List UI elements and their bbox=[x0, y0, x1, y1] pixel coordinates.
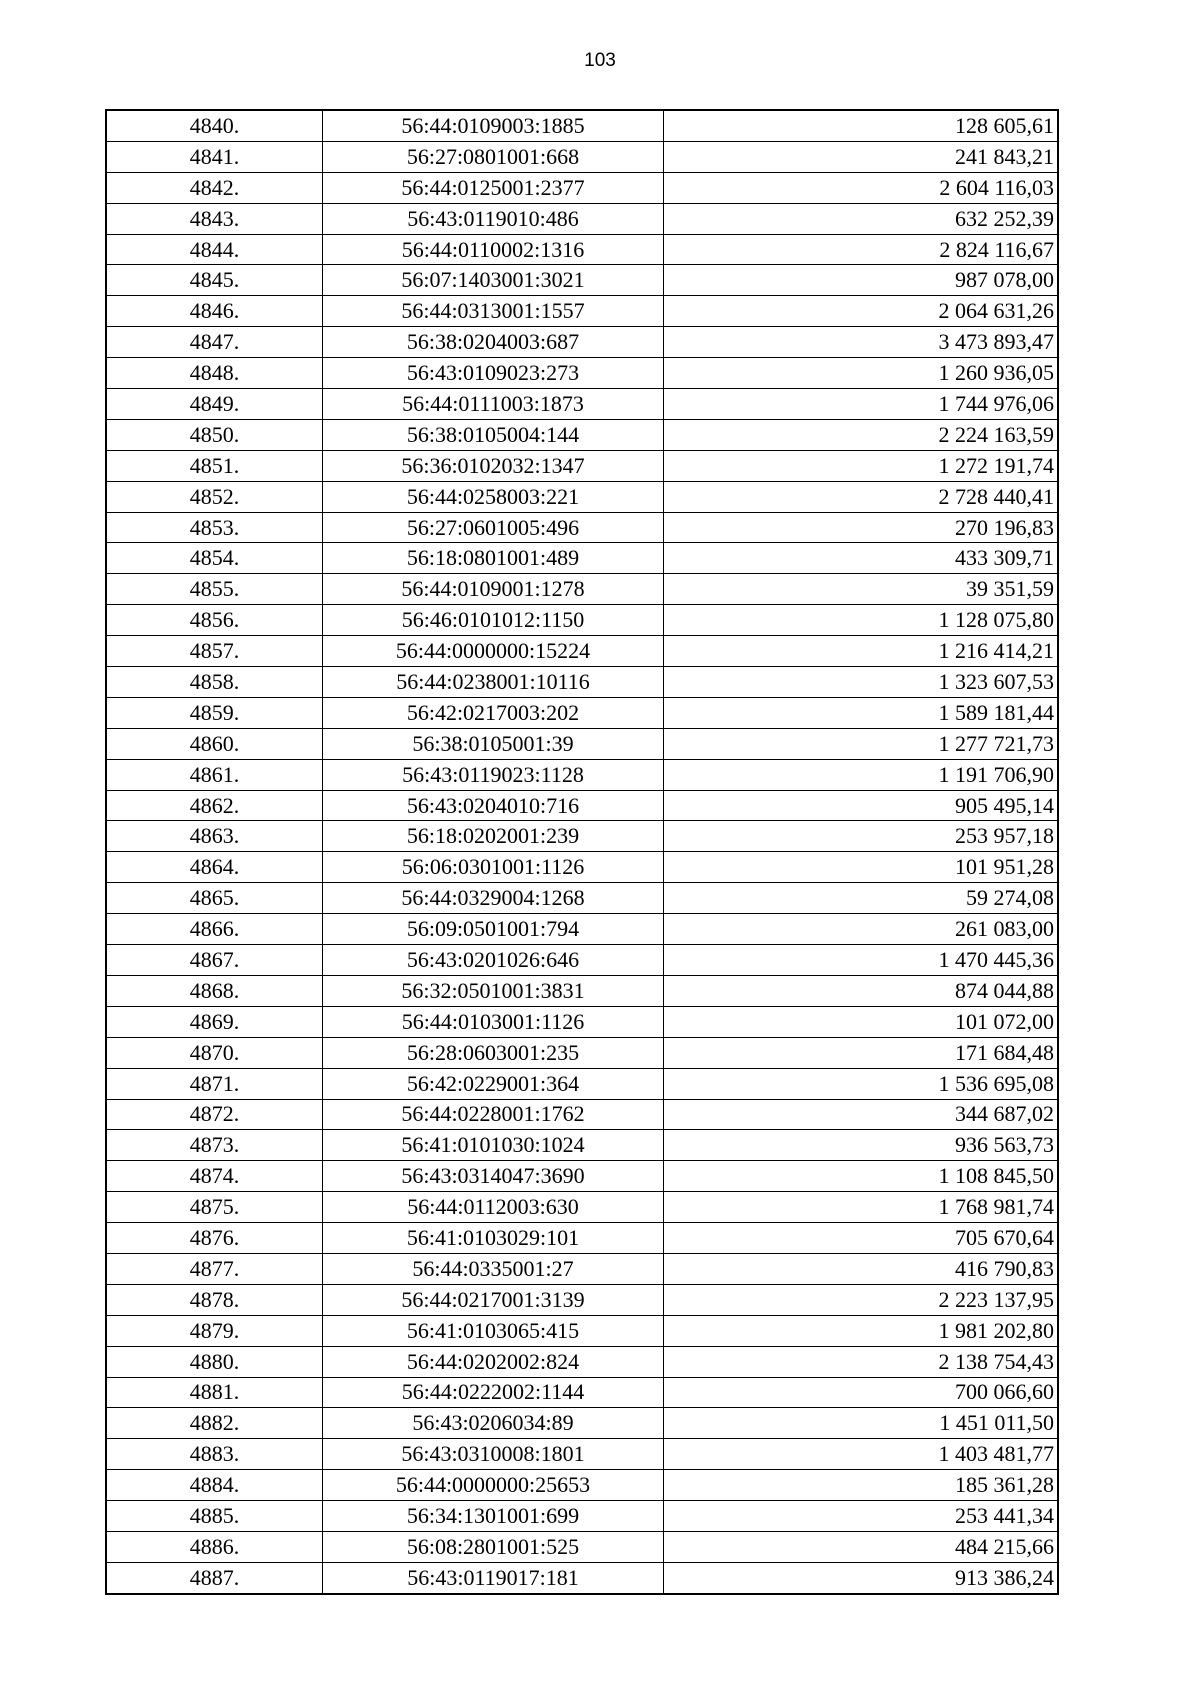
cadastral-value-cell: 1 216 414,21 bbox=[664, 636, 1059, 667]
row-number-cell: 4850. bbox=[106, 419, 323, 450]
table-row bbox=[106, 1161, 1058, 1192]
cadastral-value-cell: 632 252,39 bbox=[664, 203, 1059, 234]
row-number-cell: 4866. bbox=[106, 914, 323, 945]
row-number-cell: 4841. bbox=[106, 141, 323, 172]
table-row bbox=[106, 419, 1058, 450]
row-number-cell: 4843. bbox=[106, 203, 323, 234]
row-number-cell: 4860. bbox=[106, 728, 323, 759]
cadastral-number-cell: 56:43:0314047:3690 bbox=[323, 1161, 664, 1192]
row-number-cell: 4865. bbox=[106, 883, 323, 914]
row-number-cell: 4847. bbox=[106, 327, 323, 358]
cadastral-value-cell: 1 191 706,90 bbox=[664, 759, 1059, 790]
cadastral-value-cell: 253 957,18 bbox=[664, 821, 1059, 852]
cadastral-number-cell: 56:27:0601005:496 bbox=[323, 512, 664, 543]
table-row bbox=[106, 1501, 1058, 1532]
row-number-cell: 4859. bbox=[106, 697, 323, 728]
table-row bbox=[106, 1223, 1058, 1254]
table-row bbox=[106, 975, 1058, 1006]
table-row bbox=[106, 574, 1058, 605]
cadastral-value-cell: 1 277 721,73 bbox=[664, 728, 1059, 759]
cadastral-number-cell: 56:06:0301001:1126 bbox=[323, 852, 664, 883]
cadastral-value-cell: 1 323 607,53 bbox=[664, 667, 1059, 698]
cadastral-value-cell: 2 223 137,95 bbox=[664, 1284, 1059, 1315]
cadastral-number-cell: 56:44:0222002:1144 bbox=[323, 1377, 664, 1408]
cadastral-number-cell: 56:43:0119017:181 bbox=[323, 1562, 664, 1593]
table-row bbox=[106, 1470, 1058, 1501]
table-row bbox=[106, 1068, 1058, 1099]
cadastral-number-cell: 56:07:1403001:3021 bbox=[323, 265, 664, 296]
table-row bbox=[106, 636, 1058, 667]
cadastral-value-cell: 3 473 893,47 bbox=[664, 327, 1059, 358]
cadastral-number-cell: 56:44:0109001:1278 bbox=[323, 574, 664, 605]
cadastral-value-cell: 59 274,08 bbox=[664, 883, 1059, 914]
table-row bbox=[106, 945, 1058, 976]
row-number-cell: 4862. bbox=[106, 790, 323, 821]
table-row bbox=[106, 234, 1058, 265]
cadastral-number-cell: 56:41:0103065:415 bbox=[323, 1315, 664, 1346]
cadastral-number-cell: 56:43:0206034:89 bbox=[323, 1408, 664, 1439]
cadastral-value-cell: 2 604 116,03 bbox=[664, 172, 1059, 203]
cadastral-value-cell: 705 670,64 bbox=[664, 1223, 1059, 1254]
table-row bbox=[106, 1006, 1058, 1037]
table-row bbox=[106, 327, 1058, 358]
row-number-cell: 4844. bbox=[106, 234, 323, 265]
cadastral-value-cell: 1 108 845,50 bbox=[664, 1161, 1059, 1192]
table-row bbox=[106, 605, 1058, 636]
cadastral-value-cell: 1 403 481,77 bbox=[664, 1439, 1059, 1470]
cadastral-number-cell: 56:08:2801001:525 bbox=[323, 1531, 664, 1562]
cadastral-value-cell: 874 044,88 bbox=[664, 975, 1059, 1006]
row-number-cell: 4848. bbox=[106, 358, 323, 389]
table-row bbox=[106, 543, 1058, 574]
cadastral-value-cell: 344 687,02 bbox=[664, 1099, 1059, 1130]
table-row bbox=[106, 1192, 1058, 1223]
row-number-cell: 4885. bbox=[106, 1501, 323, 1532]
row-number-cell: 4884. bbox=[106, 1470, 323, 1501]
table-row bbox=[106, 1408, 1058, 1439]
cadastral-number-cell: 56:44:0103001:1126 bbox=[323, 1006, 664, 1037]
cadastral-number-cell: 56:44:0238001:10116 bbox=[323, 667, 664, 698]
row-number-cell: 4880. bbox=[106, 1346, 323, 1377]
cadastral-value-cell: 171 684,48 bbox=[664, 1037, 1059, 1068]
cadastral-value-cell: 1 451 011,50 bbox=[664, 1408, 1059, 1439]
table-row bbox=[106, 759, 1058, 790]
cadastral-number-cell: 56:28:0603001:235 bbox=[323, 1037, 664, 1068]
row-number-cell: 4853. bbox=[106, 512, 323, 543]
cadastral-number-cell: 56:42:0217003:202 bbox=[323, 697, 664, 728]
cadastral-value-cell: 433 309,71 bbox=[664, 543, 1059, 574]
cadastral-number-cell: 56:44:0313001:1557 bbox=[323, 296, 664, 327]
table-row bbox=[106, 110, 1058, 141]
table-row bbox=[106, 1439, 1058, 1470]
table-row bbox=[106, 914, 1058, 945]
table-row bbox=[106, 697, 1058, 728]
cadastral-value-cell: 1 128 075,80 bbox=[664, 605, 1059, 636]
page-number: 103 bbox=[584, 50, 616, 71]
row-number-cell: 4874. bbox=[106, 1161, 323, 1192]
cadastral-value-cell: 2 728 440,41 bbox=[664, 481, 1059, 512]
cadastral-value-cell: 987 078,00 bbox=[664, 265, 1059, 296]
cadastral-number-cell: 56:36:0102032:1347 bbox=[323, 450, 664, 481]
cadastral-value-cell: 128 605,61 bbox=[664, 110, 1059, 141]
row-number-cell: 4846. bbox=[106, 296, 323, 327]
cadastral-value-cell: 253 441,34 bbox=[664, 1501, 1059, 1532]
cadastral-value-cell: 1 981 202,80 bbox=[664, 1315, 1059, 1346]
table-row bbox=[106, 1130, 1058, 1161]
cadastral-value-table bbox=[105, 109, 1059, 1595]
table-row bbox=[106, 1531, 1058, 1562]
cadastral-value-cell: 2 064 631,26 bbox=[664, 296, 1059, 327]
table-row bbox=[106, 358, 1058, 389]
row-number-cell: 4867. bbox=[106, 945, 323, 976]
cadastral-number-cell: 56:38:0204003:687 bbox=[323, 327, 664, 358]
row-number-cell: 4864. bbox=[106, 852, 323, 883]
cadastral-value-cell: 1 768 981,74 bbox=[664, 1192, 1059, 1223]
row-number-cell: 4875. bbox=[106, 1192, 323, 1223]
table-row bbox=[106, 1562, 1058, 1593]
table-row bbox=[106, 203, 1058, 234]
cadastral-value-cell: 2 824 116,67 bbox=[664, 234, 1059, 265]
table-row bbox=[106, 1315, 1058, 1346]
row-number-cell: 4855. bbox=[106, 574, 323, 605]
cadastral-number-cell: 56:41:0103029:101 bbox=[323, 1223, 664, 1254]
cadastral-number-cell: 56:38:0105001:39 bbox=[323, 728, 664, 759]
row-number-cell: 4842. bbox=[106, 172, 323, 203]
cadastral-number-cell: 56:18:0202001:239 bbox=[323, 821, 664, 852]
cadastral-number-cell: 56:44:0258003:221 bbox=[323, 481, 664, 512]
cadastral-number-cell: 56:09:0501001:794 bbox=[323, 914, 664, 945]
cadastral-number-cell: 56:44:0335001:27 bbox=[323, 1253, 664, 1284]
cadastral-number-cell: 56:18:0801001:489 bbox=[323, 543, 664, 574]
cadastral-value-cell: 101 072,00 bbox=[664, 1006, 1059, 1037]
row-number-cell: 4858. bbox=[106, 667, 323, 698]
cadastral-value-cell: 1 272 191,74 bbox=[664, 450, 1059, 481]
row-number-cell: 4887. bbox=[106, 1562, 323, 1593]
cadastral-value-cell: 1 589 181,44 bbox=[664, 697, 1059, 728]
row-number-cell: 4845. bbox=[106, 265, 323, 296]
row-number-cell: 4868. bbox=[106, 975, 323, 1006]
row-number-cell: 4857. bbox=[106, 636, 323, 667]
cadastral-value-cell: 936 563,73 bbox=[664, 1130, 1059, 1161]
cadastral-value-cell: 270 196,83 bbox=[664, 512, 1059, 543]
cadastral-value-cell: 1 744 976,06 bbox=[664, 389, 1059, 420]
table-row bbox=[106, 265, 1058, 296]
table-row bbox=[106, 141, 1058, 172]
cadastral-number-cell: 56:44:0202002:824 bbox=[323, 1346, 664, 1377]
cadastral-number-cell: 56:44:0111003:1873 bbox=[323, 389, 664, 420]
cadastral-number-cell: 56:44:0228001:1762 bbox=[323, 1099, 664, 1130]
cadastral-value-cell: 2 224 163,59 bbox=[664, 419, 1059, 450]
cadastral-number-cell: 56:43:0119023:1128 bbox=[323, 759, 664, 790]
cadastral-number-cell: 56:43:0109023:273 bbox=[323, 358, 664, 389]
row-number-cell: 4883. bbox=[106, 1439, 323, 1470]
table-row bbox=[106, 667, 1058, 698]
table-row bbox=[106, 1346, 1058, 1377]
cadastral-value-cell: 1 536 695,08 bbox=[664, 1068, 1059, 1099]
cadastral-value-cell: 261 083,00 bbox=[664, 914, 1059, 945]
row-number-cell: 4872. bbox=[106, 1099, 323, 1130]
table-row bbox=[106, 512, 1058, 543]
row-number-cell: 4873. bbox=[106, 1130, 323, 1161]
cadastral-number-cell: 56:43:0201026:646 bbox=[323, 945, 664, 976]
row-number-cell: 4876. bbox=[106, 1223, 323, 1254]
row-number-cell: 4871. bbox=[106, 1068, 323, 1099]
table-row bbox=[106, 450, 1058, 481]
cadastral-number-cell: 56:44:0125001:2377 bbox=[323, 172, 664, 203]
cadastral-value-cell: 416 790,83 bbox=[664, 1253, 1059, 1284]
table-row bbox=[106, 481, 1058, 512]
row-number-cell: 4870. bbox=[106, 1037, 323, 1068]
cadastral-number-cell: 56:34:1301001:699 bbox=[323, 1501, 664, 1532]
cadastral-number-cell: 56:43:0204010:716 bbox=[323, 790, 664, 821]
cadastral-value-cell: 913 386,24 bbox=[664, 1562, 1059, 1593]
table-row bbox=[106, 389, 1058, 420]
row-number-cell: 4863. bbox=[106, 821, 323, 852]
row-number-cell: 4886. bbox=[106, 1531, 323, 1562]
table-row bbox=[106, 883, 1058, 914]
row-number-cell: 4856. bbox=[106, 605, 323, 636]
cadastral-number-cell: 56:44:0110002:1316 bbox=[323, 234, 664, 265]
cadastral-value-cell: 39 351,59 bbox=[664, 574, 1059, 605]
cadastral-number-cell: 56:44:0329004:1268 bbox=[323, 883, 664, 914]
cadastral-number-cell: 56:44:0000000:15224 bbox=[323, 636, 664, 667]
cadastral-number-cell: 56:41:0101030:1024 bbox=[323, 1130, 664, 1161]
row-number-cell: 4869. bbox=[106, 1006, 323, 1037]
row-number-cell: 4851. bbox=[106, 450, 323, 481]
table-row bbox=[106, 1099, 1058, 1130]
table-row bbox=[106, 852, 1058, 883]
table-row bbox=[106, 296, 1058, 327]
cadastral-number-cell: 56:43:0310008:1801 bbox=[323, 1439, 664, 1470]
cadastral-number-cell: 56:44:0109003:1885 bbox=[323, 110, 664, 141]
cadastral-value-cell: 1 260 936,05 bbox=[664, 358, 1059, 389]
table-row bbox=[106, 728, 1058, 759]
row-number-cell: 4881. bbox=[106, 1377, 323, 1408]
row-number-cell: 4840. bbox=[106, 110, 323, 141]
row-number-cell: 4852. bbox=[106, 481, 323, 512]
cadastral-value-cell: 101 951,28 bbox=[664, 852, 1059, 883]
row-number-cell: 4882. bbox=[106, 1408, 323, 1439]
table-row bbox=[106, 821, 1058, 852]
cadastral-value-cell: 484 215,66 bbox=[664, 1531, 1059, 1562]
cadastral-value-cell: 1 470 445,36 bbox=[664, 945, 1059, 976]
row-number-cell: 4877. bbox=[106, 1253, 323, 1284]
cadastral-number-cell: 56:32:0501001:3831 bbox=[323, 975, 664, 1006]
row-number-cell: 4878. bbox=[106, 1284, 323, 1315]
row-number-cell: 4879. bbox=[106, 1315, 323, 1346]
table-row bbox=[106, 1284, 1058, 1315]
cadastral-value-cell: 700 066,60 bbox=[664, 1377, 1059, 1408]
cadastral-number-cell: 56:27:0801001:668 bbox=[323, 141, 664, 172]
cadastral-value-cell: 2 138 754,43 bbox=[664, 1346, 1059, 1377]
cadastral-number-cell: 56:44:0217001:3139 bbox=[323, 1284, 664, 1315]
cadastral-value-cell: 185 361,28 bbox=[664, 1470, 1059, 1501]
cadastral-number-cell: 56:43:0119010:486 bbox=[323, 203, 664, 234]
cadastral-number-cell: 56:44:0000000:25653 bbox=[323, 1470, 664, 1501]
cadastral-number-cell: 56:42:0229001:364 bbox=[323, 1068, 664, 1099]
row-number-cell: 4849. bbox=[106, 389, 323, 420]
cadastral-number-cell: 56:44:0112003:630 bbox=[323, 1192, 664, 1223]
cadastral-number-cell: 56:46:0101012:1150 bbox=[323, 605, 664, 636]
cadastral-value-cell: 905 495,14 bbox=[664, 790, 1059, 821]
table-row bbox=[106, 790, 1058, 821]
cadastral-number-cell: 56:38:0105004:144 bbox=[323, 419, 664, 450]
cadastral-value-cell: 241 843,21 bbox=[664, 141, 1059, 172]
table-body bbox=[106, 110, 1058, 1594]
row-number-cell: 4854. bbox=[106, 543, 323, 574]
table-row bbox=[106, 1037, 1058, 1068]
table-row bbox=[106, 1253, 1058, 1284]
table-row bbox=[106, 172, 1058, 203]
row-number-cell: 4861. bbox=[106, 759, 323, 790]
table-row bbox=[106, 1377, 1058, 1408]
